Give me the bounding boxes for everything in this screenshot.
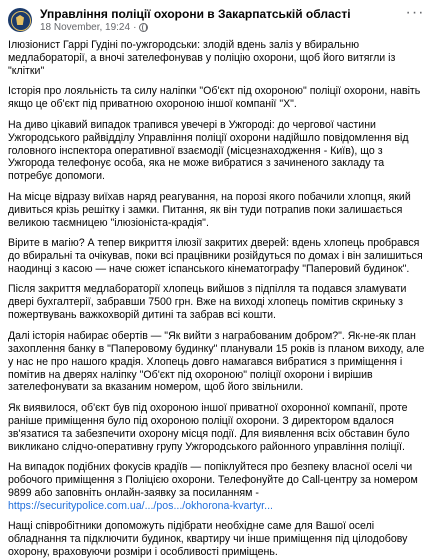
meta-separator: · <box>133 22 137 33</box>
post-paragraph: Як виявилося, об'єкт був під охороною іншої приватної охоронної компанії, проте раніше приміщення було під охороною поліції охорони. З директором вдалося зв'язатися та забезпечити охорону місця події. Для виявлення всіх обставин було викликано слідчо-оперативну групу Ужгородського районного управління поліції. <box>8 401 410 453</box>
post-header <box>8 4 427 37</box>
post-meta <box>40 21 403 34</box>
more-options-icon[interactable]: ··· <box>405 4 425 21</box>
offer-text: На випадок подібних фокусів крадіїв — попіклуйтеся про безпеку власної оселі чи робочого приміщення з Поліцією охорони. Телефонуйте до Call-центру за номером 9899 або заповніть онлайн-заявку за посиланням - <box>8 461 418 499</box>
post-header-text <box>40 7 403 34</box>
post-paragraph: На диво цікавий випадок трапився увечері в Ужгороді: до чергової частини Ужгородського райвідділу Управління поліції охорони надійшло повідомлення від головного інспектора оперативної взаємодії (місцезнаходження - Київ), що з Ужгорода телефонує особа, яка не може вибратися з зачиненого закладу та потребує допомоги. <box>8 118 409 183</box>
post-paragraph: Вірите в магію? А тепер викриття ілюзії закритих дверей: вдень хлопець пробрався до вбиральні та очікував, поки всі працівники розійдуться по домах і він залишиться наодинці з касою — наче сюжет іспанського кінематографу "Паперовий будинок". <box>8 237 423 275</box>
globe-icon <box>139 23 148 32</box>
page-avatar[interactable] <box>8 8 32 32</box>
offer-paragraph <box>8 461 427 513</box>
post-date[interactable]: 18 November, 19:24 <box>40 22 131 33</box>
post-paragraph: Нащі співробітники допоможуть підібрати необхідне саме для Вашої оселі обладнання та підключити будинок, квартиру чи інше приміщення під цілодобову охорону, враховуючи розміри і особливості приміщень. <box>8 520 408 559</box>
post-paragraph: Історія про лояльність та силу наліпки "Об'єкт під охороною" поліції охорони, навіть якщо це об'єкт під приватною охороною іншої компанії "Х". <box>8 85 421 111</box>
post-body <box>8 39 427 559</box>
post-paragraph: На місце відразу виїхав наряд реагування, на порозі якого побачили хлопця, який дивиться крізь решітку і замки. Питання, як він туди потрапив поки залишається великою таємницею "ілюзіоніста-крадія". <box>8 190 411 229</box>
post-paragraph: Після закриття медлабораторії хлопець вийшов з підпілля та подався зламувати двері бухгалтерії, забравши 7500 грн. Вже на виході хлопець помітив скриньку з пожертвувань важкохворій дитині та забрав всі кошти. <box>8 283 407 322</box>
post-paragraph: Ілюзіонист Гаррі Гудіні по-ужгородськи: злодій вдень заліз у вбиральню медлабораторії, а вночі зателефонував у поліцію охорони, щоб його витягли із "клітки" <box>8 39 396 77</box>
page-name-link[interactable]: Управління поліції охорони в Закарпатській області <box>40 7 351 21</box>
order-link[interactable]: https://securitypolice.com.ua/.../pos.../okhorona-kvartyr... <box>8 499 273 512</box>
post-paragraph: Далі історія набирає обертів — "Як вийти з награбованим добром?". Як-не-як план захоплення банку в "Паперовому будинку" планували 15 років із планом виходу, але у нас не про нашого крадія. Хлопець довго намагався вибратися з приміщення і помітив на дверях наліпку "Об'єкт під охороною" поліції охорони і вирішив зателефонувати за вказаним номером, щоб його звільнили. <box>8 329 425 394</box>
